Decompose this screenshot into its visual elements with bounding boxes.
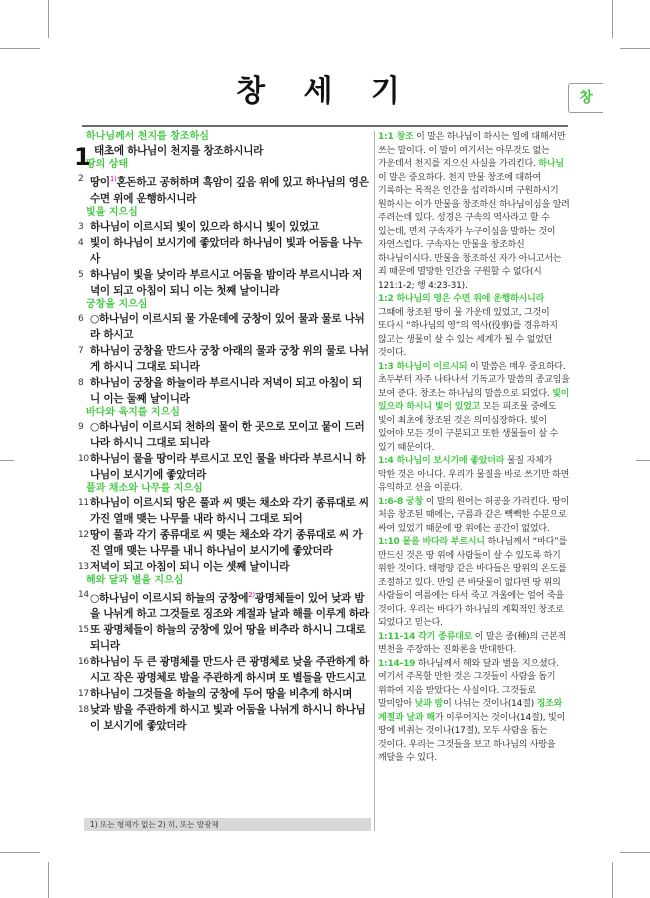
commentary-ref: 낮과 밤: [414, 699, 444, 709]
commentary-text: 이 말은 하나님이 하시는 일에 대해서만 쓰는 말이다. 이 말이 여기서는 아무것도 없는 가운데서 천지를 지으신 사실을 가리킨다.: [378, 132, 566, 169]
footnotes: 1) 또는 형체가 없는 2) 히, 또는 발광체: [90, 820, 219, 829]
verse: [78, 527, 371, 559]
commentary-text: 이 말씀은 매우 중요하다. 초두부터 자주 나타나서 기독교가 말씀의 종교임을 보여 준다. 창조는 하나님의 말씀으로 되었다.: [378, 361, 570, 399]
section-heading: 하나님께서 천지를 창조하심: [86, 131, 209, 142]
commentary-note: [378, 361, 571, 456]
crop-mark: [0, 460, 14, 461]
paragraph-mark: ○: [90, 312, 99, 325]
verse-number: 8: [78, 377, 84, 388]
crop-mark: [0, 48, 40, 49]
footnote-marker[interactable]: 1): [109, 175, 117, 183]
section-heading: 빛을 지으심: [86, 206, 138, 218]
verse-text: 하나님이 뭍을 땅이라 부르시고 모인 물을 바다라 부르시니 하나님이 보시기에 좋았더라: [90, 452, 366, 481]
verse: [78, 219, 371, 235]
verse-number: 11: [78, 497, 89, 508]
verse-text: 하나님이 그것들을 하늘의 궁창에 두어 땅을 비추게 하시며: [90, 688, 353, 701]
commentary-note: [378, 293, 571, 361]
verse-text: 또 광명체들이 하늘의 궁창에 있어 땅을 비추라 하시니 그대로 되니라: [90, 624, 366, 653]
commentary-text: 하나님께서 해와 달과 별을 지으셨다. 여기서 주목할 만한 것은 그것들이 사람을 돕기 위하여 지음 받았다는 사실이다. 그것들로 말미암아: [378, 658, 559, 709]
commentary-ref: 1:1 창조: [378, 132, 414, 142]
verse-text: 하나님이 궁창을 하늘이라 부르시니라 저녁이 되고 아침이 되니 이는 둘째 날이니라: [90, 376, 363, 405]
commentary-note: [378, 131, 571, 293]
verse-text: 하나님이 이르시되 천하의 물이 한 곳으로 모이고 뭍이 드러나라 하시니 그대로 되니라: [90, 420, 365, 449]
commentary-ref: 빛이 있으라 하시니 빛이 있었고: [378, 388, 570, 412]
verse-number: 14: [78, 589, 89, 600]
verse: [78, 235, 371, 267]
header-rule: [82, 125, 568, 127]
verse: [78, 267, 371, 299]
commentary-text: 이 말의 원어는 허공을 가리킨다. 땅이 처음 창조된 때에는, 구름과 같은 빽빽한 수분으로 싸여 있었기 때문에 땅 위에는 공간이 없었다.: [378, 496, 570, 534]
scripture-column: [74, 131, 371, 816]
verse-number: 7: [78, 345, 84, 356]
verse: [78, 375, 371, 407]
crop-mark: [620, 48, 650, 49]
verse-number: 16: [78, 657, 89, 668]
crop-mark: [48, 0, 49, 38]
verse-text: 하나님이 빛을 낮이라 부르시고 어둠을 밤이라 부르시니라 저녁이 되고 아침이 되니 이는 첫째 날이니라: [90, 268, 363, 297]
commentary-ref: 1:6-8 궁창: [378, 496, 424, 507]
paragraph-mark: ○: [90, 420, 99, 433]
verse-number: 13: [78, 561, 89, 572]
verse-number: 6: [78, 313, 84, 324]
section-heading: 풀과 채소와 나무를 지으심: [86, 482, 203, 494]
verse: [78, 686, 371, 702]
crop-mark: [612, 862, 613, 898]
verse-number: 17: [78, 689, 89, 700]
verse-text: 빛이 하나님이 보시기에 좋았더라 하나님이 빛과 어둠을 나누사: [90, 236, 363, 265]
book-tab-label: 창: [579, 90, 593, 106]
crop-mark: [0, 852, 40, 853]
verse: [78, 559, 371, 575]
section-heading: 궁창을 지으심: [86, 298, 148, 310]
commentary-text: 그때에 창조된 땅이 물 가운데 있었고, 그것이 또다시 “하나님의 영”의 역사(役事)를 경유하지 않고는 생물이 살 수 있는 세계가 될 수 없었던 것이다.: [378, 307, 558, 358]
verse-number: 10: [78, 453, 89, 464]
verse: [78, 311, 371, 343]
commentary-note: [378, 631, 571, 658]
commentary-ref: 1:11-14 각기 종류대로: [378, 631, 473, 642]
verse: [78, 622, 371, 654]
commentary-note: [378, 496, 571, 537]
crop-mark: [48, 862, 49, 898]
commentary-text: 이 말은 종(種)의 근본적 변천을 주장하는 진화론을 반대한다.: [378, 631, 567, 655]
section-heading: 땅의 상태: [86, 159, 129, 170]
commentary-ref: 1:4 하나님이 보시기에 좋았더라: [378, 456, 505, 466]
crop-mark: [620, 852, 650, 853]
commentary-ref: 하나님: [538, 159, 564, 169]
commentary-text: 가 이루어지는 것이나(14절), 빛이 땅에 비취는 것이나(17절), 모두 사람을 돕는 것이다. 우리는 그것들을 보고 하나님의 사랑을 깨달을 수 있다.: [378, 712, 566, 763]
verse-text: 하나님이 궁창을 만드사 궁창 아래의 물과 궁창 위의 물로 나뉘게 하시니 그대로 되니라: [90, 344, 369, 373]
verse: [78, 451, 371, 483]
commentary-text: 하나님께서 “바다”를 만드신 것은 땅 위에 사람들이 살 수 있도록 하기 위한 것이다. 태평양 같은 바다들은 땅위의 온도를 조절하고 있다. 만일 큰 바닷물이 없다면 땅 위의 사람들이 여름에는 타서 죽고 겨울에는 얼어 죽을 것이다. 우리는 바다가 하나님의 계획적인 창조로 되었다고 믿는다.: [378, 537, 568, 628]
footnote-marker[interactable]: 2): [248, 590, 255, 599]
book-title: 창 세 기: [236, 74, 414, 109]
verse-text: 혼돈하고 공허하며 흑암이 깊음 위에 있고 하나님의 영은 수면 위에 운행하시니라: [90, 176, 369, 205]
verse: [78, 343, 371, 375]
book-tab[interactable]: [568, 83, 603, 113]
verse-text: 하나님이 이르시되 빛이 있으라 하시니 빛이 있었고: [90, 220, 319, 233]
verse-number: 1: [74, 143, 91, 171]
commentary-note: [378, 455, 571, 496]
verse-number: 18: [78, 705, 89, 716]
footnote-bar: [84, 818, 371, 831]
verse: [78, 419, 371, 451]
verse: [78, 587, 371, 623]
commentary-ref: 징조와 계절과 날과 해: [378, 699, 563, 723]
verse-text: 저녁이 되고 아침이 되니 이는 셋째 날이니라: [90, 560, 290, 573]
commentary-ref: 1:3 하나님이 이르시되: [378, 361, 468, 372]
verse-text: 하나님이 이르시되 하늘의 궁창에: [98, 592, 249, 605]
verse-number: 5: [78, 269, 84, 280]
commentary-text: 이 말은 중요하다. 천지 만물 창조에 대하여 기록하는 목적은 인간을 섭리하시며 구원하시기 원하시는 이가 만물을 창조하신 하나님이심을 알려 주려는데 있다. 성경은 구속의 역사라고 할 수 있는데, 먼저 구속자가 누구이심을 말하는 것이 자연스럽다. 구속자는 만물을 창조하신 하나님이시다. 만물을 창조하신 자가 아니고서는 죄 때문에 멸망한 인간을 구원할 수 없다(시 121:1-2; 행 4:23-31).: [378, 172, 570, 291]
commentary-ref: 1:14-19: [378, 658, 416, 669]
verse: [78, 702, 371, 734]
crop-mark: [612, 0, 613, 38]
verse: [78, 495, 371, 527]
section-heading: 바다와 육지를 지으심: [86, 406, 180, 418]
verse: [78, 654, 371, 686]
commentary-ref: 1:2 하나님의 영은 수면 위에 운행하시니라: [378, 294, 545, 304]
verse-text: 땅이 풀과 각기 종류대로 씨 맺는 채소와 각기 종류대로 씨 가진 열매 맺는 나무를 내니 하나님이 보시기에 좋았더라: [90, 528, 363, 557]
section-heading: 해와 달과 별을 지으심: [86, 574, 184, 586]
verse-text: 하나님이 이르시되 물 가운데에 궁창이 있어 물과 물로 나뉘라 하시고: [90, 312, 365, 341]
verse-number: 12: [78, 529, 89, 540]
verse-text: 땅이: [90, 176, 110, 189]
column-divider: [374, 131, 375, 831]
commentary-text: 모든 피조물 중에도 빛이 최초에 창조된 것은 의미심장하다. 빛이 있어야 모든 것이 구분되고 또한 생물들이 살 수 있기 때문이다.: [378, 402, 559, 453]
verse-number: 3: [78, 221, 84, 232]
verse-text: 하나님이 이르시되 땅은 풀과 씨 맺는 채소와 각기 종류대로 씨 가진 열매 맺는 나무를 내라 하시니 그대로 되어: [90, 496, 369, 525]
commentary-ref: 1:10 뭍을 바다라 부르시니: [378, 537, 485, 547]
verse-text: 낮과 밤을 주관하게 하시고 빛과 어둠을 나뉘게 하시니 하나님이 보시기에 좋았더라: [90, 704, 366, 733]
verse-number: 15: [78, 625, 89, 636]
verse: [78, 171, 371, 207]
commentary-text: 물질 자체가 악한 것은 아니다. 우리가 물질을 바로 쓰기만 하면 유익하고 선을 이룬다.: [378, 456, 570, 493]
verse-number: 9: [78, 421, 84, 432]
crop-mark: [636, 460, 650, 461]
commentary-note: [378, 658, 571, 766]
commentary-note: [378, 536, 571, 631]
verse-text: 하나님이 두 큰 광명체를 만드사 큰 광명체로 낮을 주관하게 하시고 작은 광명체로 밤을 주관하게 하시며 또 별들을 만드시고: [90, 656, 369, 685]
commentary-column: [378, 131, 571, 831]
verse-number: 2: [78, 174, 84, 184]
paragraph-mark: ○: [90, 592, 99, 605]
verse-text: 광명체들이 있어 낮과 밤을 나뉘게 하고 그것들로 징조와 계절과 날과 해를 이루게 하라: [90, 592, 369, 621]
verse-number: 4: [78, 237, 84, 248]
commentary-text: 이 나뉘는 것이나(14절): [443, 699, 537, 709]
verse-text: 태초에 하나님이 천지를 창조하시니라: [94, 145, 264, 157]
